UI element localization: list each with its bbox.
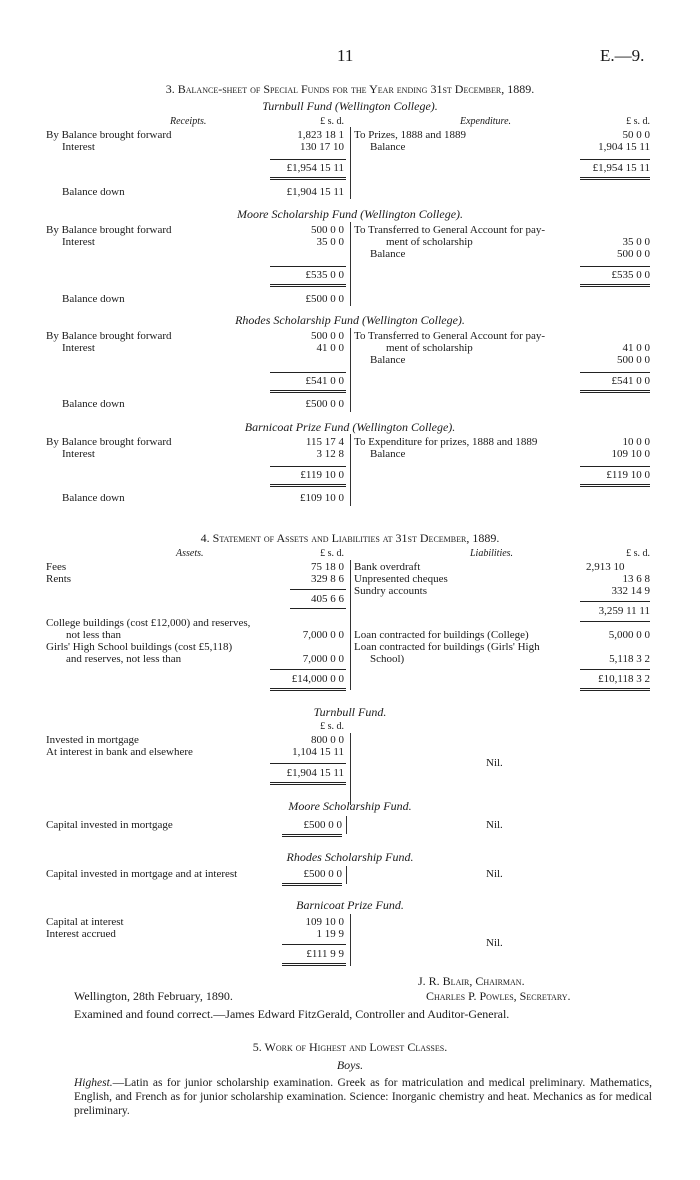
moore-receipt-total: £535 0 0 xyxy=(305,269,344,281)
s4-turnbull-mortgage-label: Invested in mortgage xyxy=(46,734,139,746)
turnbull-expense-label: To Prizes, 1888 and 1889 xyxy=(354,129,466,141)
page-number: 11 xyxy=(337,46,354,65)
double-rule xyxy=(580,484,650,487)
rule xyxy=(580,601,650,602)
rhodes-receipt-total: £541 0 0 xyxy=(305,375,344,387)
chairman-signature: J. R. Blair, Chairman. xyxy=(418,974,525,988)
s4-barnicoat-interest-value: 1 19 9 xyxy=(316,928,344,940)
moore-expense-value: 35 0 0 xyxy=(622,236,650,248)
rule xyxy=(270,159,346,160)
double-rule xyxy=(270,484,346,487)
turnbull-fund-title: Turnbull Fund (Wellington College). xyxy=(262,99,438,113)
s4-turnbull-nil: Nil. xyxy=(486,757,503,769)
turnbull-balance-value: 1,904 15 11 xyxy=(598,141,650,153)
moore-balance-down-label: Balance down xyxy=(62,293,125,305)
moore-divider xyxy=(350,222,351,306)
moore-balance-value: 500 0 0 xyxy=(617,248,650,260)
double-rule xyxy=(282,834,342,837)
liabilities-subtotal: 3,259 11 11 xyxy=(598,605,650,617)
rhodes-expense-value: 41 0 0 xyxy=(622,342,650,354)
rhodes-receipt-value: 500 0 0 xyxy=(311,330,344,342)
turnbull-receipt-value: 1,823 18 1 xyxy=(297,129,344,141)
receipts-lsd-heading: £ s. d. xyxy=(320,116,344,127)
college-loan-label: Loan contracted for buildings (College) xyxy=(354,629,529,641)
girls-school-value: 7,000 0 0 xyxy=(302,653,344,665)
barnicoat-expense-value: 10 0 0 xyxy=(622,436,650,448)
rule xyxy=(580,372,650,373)
double-rule xyxy=(282,883,342,886)
highest-label: Highest. xyxy=(74,1077,113,1089)
rule xyxy=(270,466,346,467)
rule xyxy=(270,266,346,267)
turnbull-interest-label: Interest xyxy=(62,141,95,153)
assets-total: £14,000 0 0 xyxy=(291,673,344,685)
girls-loan-label-cont: School) xyxy=(370,653,405,665)
barnicoat-receipt-total: £119 10 0 xyxy=(300,469,344,481)
double-rule xyxy=(580,390,650,393)
rule xyxy=(580,266,650,267)
assets-heading: Assets. xyxy=(176,548,204,559)
s4-moore-nil: Nil. xyxy=(486,819,503,831)
moore-interest-label: Interest xyxy=(62,236,95,248)
rule xyxy=(580,621,650,622)
liabilities-total: £10,118 3 2 xyxy=(598,673,650,685)
s4-moore-label: Capital invested in mortgage xyxy=(46,819,173,831)
rhodes-interest-label: Interest xyxy=(62,342,95,354)
barnicoat-balance-value: 109 10 0 xyxy=(611,448,650,460)
rule xyxy=(270,372,346,373)
moore-fund-title: Moore Scholarship Fund (Wellington College). xyxy=(236,207,464,221)
secretary-signature: Charles P. Powles, Secretary. xyxy=(426,989,571,1003)
moore-receipt-label: By Balance brought forward xyxy=(46,224,172,236)
turnbull-balance-down-label: Balance down xyxy=(62,186,125,198)
turnbull-receipt-total: £1,954 15 11 xyxy=(286,162,344,174)
moore-balance-label: Balance xyxy=(370,248,406,260)
section4-divider xyxy=(350,560,351,690)
s4-rhodes-label: Capital invested in mortgage and at interest xyxy=(46,868,238,880)
rhodes-balance-value: 500 0 0 xyxy=(617,354,650,366)
moore-balance-down-value: £500 0 0 xyxy=(305,293,344,305)
highest-text: —Latin as for junior scholarship examination. Greek as for matriculation and medical preliminary. Mathematics, English, and French as for junior scholarship examination. Science: Inorganic chemistry and heat. Mechanics as for medical preliminary. xyxy=(74,1077,652,1117)
rule xyxy=(282,944,346,945)
sundry-accounts-label: Sundry accounts xyxy=(354,585,428,597)
s4-turnbull-interest-label: At interest in bank and elsewhere xyxy=(46,746,193,758)
moore-expense-total: £535 0 0 xyxy=(611,269,650,281)
rhodes-expense-label: To Transferred to General Account for pay- xyxy=(354,330,546,342)
s4-rhodes-nil: Nil. xyxy=(486,868,503,880)
rule xyxy=(580,159,650,160)
double-rule xyxy=(270,782,346,785)
highest-class-paragraph xyxy=(74,1076,652,1118)
s4-turnbull-lsd: £ s. d. xyxy=(320,721,344,732)
rhodes-balance-down-label: Balance down xyxy=(62,398,125,410)
double-rule xyxy=(580,688,650,691)
moore-expense-label: To Transferred to General Account for pay- xyxy=(354,224,546,236)
s4-barnicoat-capital-value: 109 10 0 xyxy=(305,916,344,928)
college-loan-value: 5,000 0 0 xyxy=(608,629,650,641)
barnicoat-balance-down-label: Balance down xyxy=(62,492,125,504)
rule xyxy=(270,763,346,764)
assets-lsd-heading: £ s. d. xyxy=(320,548,344,559)
s4-rhodes-title: Rhodes Scholarship Fund. xyxy=(286,850,414,864)
double-rule xyxy=(282,963,346,966)
rule xyxy=(290,589,346,590)
barnicoat-receipt-label: By Balance brought forward xyxy=(46,436,172,448)
rhodes-fund-title: Rhodes Scholarship Fund (Wellington College). xyxy=(235,313,465,327)
barnicoat-balance-down-value: £109 10 0 xyxy=(300,492,344,504)
barnicoat-divider xyxy=(350,434,351,506)
s4-turnbull-divider xyxy=(350,733,351,805)
liabilities-heading: Liabilities. xyxy=(470,548,514,559)
college-buildings-label: College buildings (cost £12,000) and reserves, xyxy=(46,617,251,629)
girls-loan-label: Loan contracted for buildings (Girls' High xyxy=(354,641,540,653)
girls-loan-value: 5,118 3 2 xyxy=(609,653,650,665)
receipts-heading: Receipts. xyxy=(170,116,207,127)
s4-barnicoat-nil: Nil. xyxy=(486,937,503,949)
section5-title: 5. Work of Highest and Lowest Classes. xyxy=(252,1040,448,1054)
liabilities-lsd-heading: £ s. d. xyxy=(626,548,650,559)
barnicoat-expense-label: To Expenditure for prizes, 1888 and 1889 xyxy=(354,436,538,448)
s4-barnicoat-capital-label: Capital at interest xyxy=(46,916,124,928)
double-rule xyxy=(270,688,346,691)
s4-barnicoat-divider xyxy=(350,914,351,966)
double-rule xyxy=(580,177,650,180)
barnicoat-interest-value: 3 12 8 xyxy=(316,448,344,460)
s4-moore-divider xyxy=(346,816,347,834)
fees-value: 75 18 0 xyxy=(311,561,344,573)
moore-interest-value: 35 0 0 xyxy=(316,236,344,248)
turnbull-divider xyxy=(350,127,351,199)
s4-rhodes-value: £500 0 0 xyxy=(303,868,342,880)
barnicoat-balance-label: Balance xyxy=(370,448,406,460)
turnbull-balance-down-value: £1,904 15 11 xyxy=(286,186,344,198)
double-rule xyxy=(270,390,346,393)
moore-receipt-value: 500 0 0 xyxy=(311,224,344,236)
section4-title: 4. Statement of Assets and Liabilities at 31st December, 1889. xyxy=(200,531,500,545)
unpresented-cheques-label: Unpresented cheques xyxy=(354,573,448,585)
s4-turnbull-interest-value: 1,104 15 11 xyxy=(292,746,344,758)
s4-turnbull-total: £1,904 15 11 xyxy=(286,767,344,779)
sundry-accounts-value: 332 14 9 xyxy=(611,585,650,597)
college-buildings-label-cont: not less than xyxy=(66,629,121,641)
barnicoat-fund-title: Barnicoat Prize Fund (Wellington College). xyxy=(244,420,456,434)
rhodes-interest-value: 41 0 0 xyxy=(316,342,344,354)
rhodes-balance-down-value: £500 0 0 xyxy=(305,398,344,410)
rule xyxy=(580,466,650,467)
s4-moore-value: £500 0 0 xyxy=(303,819,342,831)
moore-expense-label-cont: ment of scholarship xyxy=(386,236,473,248)
section5-subtitle: Boys. xyxy=(336,1058,364,1072)
s4-turnbull-mortgage-value: 800 0 0 xyxy=(311,734,344,746)
rhodes-divider xyxy=(350,328,351,412)
s4-rhodes-divider xyxy=(346,866,347,884)
girls-school-label-cont: and reserves, not less than xyxy=(66,653,182,665)
s4-barnicoat-interest-label: Interest accrued xyxy=(46,928,116,940)
s4-moore-title: Moore Scholarship Fund. xyxy=(288,799,412,813)
double-rule xyxy=(270,177,346,180)
examined-statement: Examined and found correct.—James Edward FitzGerald, Controller and Auditor-General. xyxy=(74,1007,510,1021)
turnbull-balance-label: Balance xyxy=(370,141,406,153)
double-rule xyxy=(270,284,346,287)
rule xyxy=(270,669,346,670)
s4-barnicoat-total: £111 9 9 xyxy=(306,948,344,960)
fees-label: Fees xyxy=(46,561,67,573)
barnicoat-interest-label: Interest xyxy=(62,448,95,460)
barnicoat-receipt-value: 115 17 4 xyxy=(305,436,344,448)
s4-barnicoat-title: Barnicoat Prize Fund. xyxy=(296,898,404,912)
rule xyxy=(290,608,346,609)
girls-school-label: Girls' High School buildings (cost £5,118) xyxy=(46,641,233,653)
rule xyxy=(580,669,650,670)
section3-title: 3. Balance-sheet of Special Funds for the Year ending 31st December, 1889. xyxy=(165,82,535,96)
turnbull-expense-value: 50 0 0 xyxy=(622,129,650,141)
bank-overdraft-value: 2,913 10 xyxy=(586,561,625,573)
turnbull-expense-total: £1,954 15 11 xyxy=(592,162,650,174)
expenditure-lsd-heading: £ s. d. xyxy=(626,116,650,127)
rhodes-expense-label-cont: ment of scholarship xyxy=(386,342,473,354)
expenditure-heading: Expenditure. xyxy=(460,116,512,127)
unpresented-cheques-value: 13 6 8 xyxy=(622,573,650,585)
rents-label: Rents xyxy=(46,573,72,585)
rhodes-expense-total: £541 0 0 xyxy=(611,375,650,387)
rhodes-balance-label: Balance xyxy=(370,354,406,366)
rhodes-receipt-label: By Balance brought forward xyxy=(46,330,172,342)
college-buildings-value: 7,000 0 0 xyxy=(302,629,344,641)
assets-subtotal: 405 6 6 xyxy=(311,593,344,605)
place-date: Wellington, 28th February, 1890. xyxy=(74,989,233,1003)
barnicoat-expense-total: £119 10 0 xyxy=(606,469,650,481)
s4-turnbull-title: Turnbull Fund. xyxy=(313,705,387,719)
document-reference: E.—9. xyxy=(600,46,645,65)
turnbull-receipt-label: By Balance brought forward xyxy=(46,129,172,141)
double-rule xyxy=(580,284,650,287)
turnbull-interest-value: 130 17 10 xyxy=(300,141,344,153)
rents-value: 329 8 6 xyxy=(311,573,344,585)
bank-overdraft-label: Bank overdraft xyxy=(354,561,421,573)
